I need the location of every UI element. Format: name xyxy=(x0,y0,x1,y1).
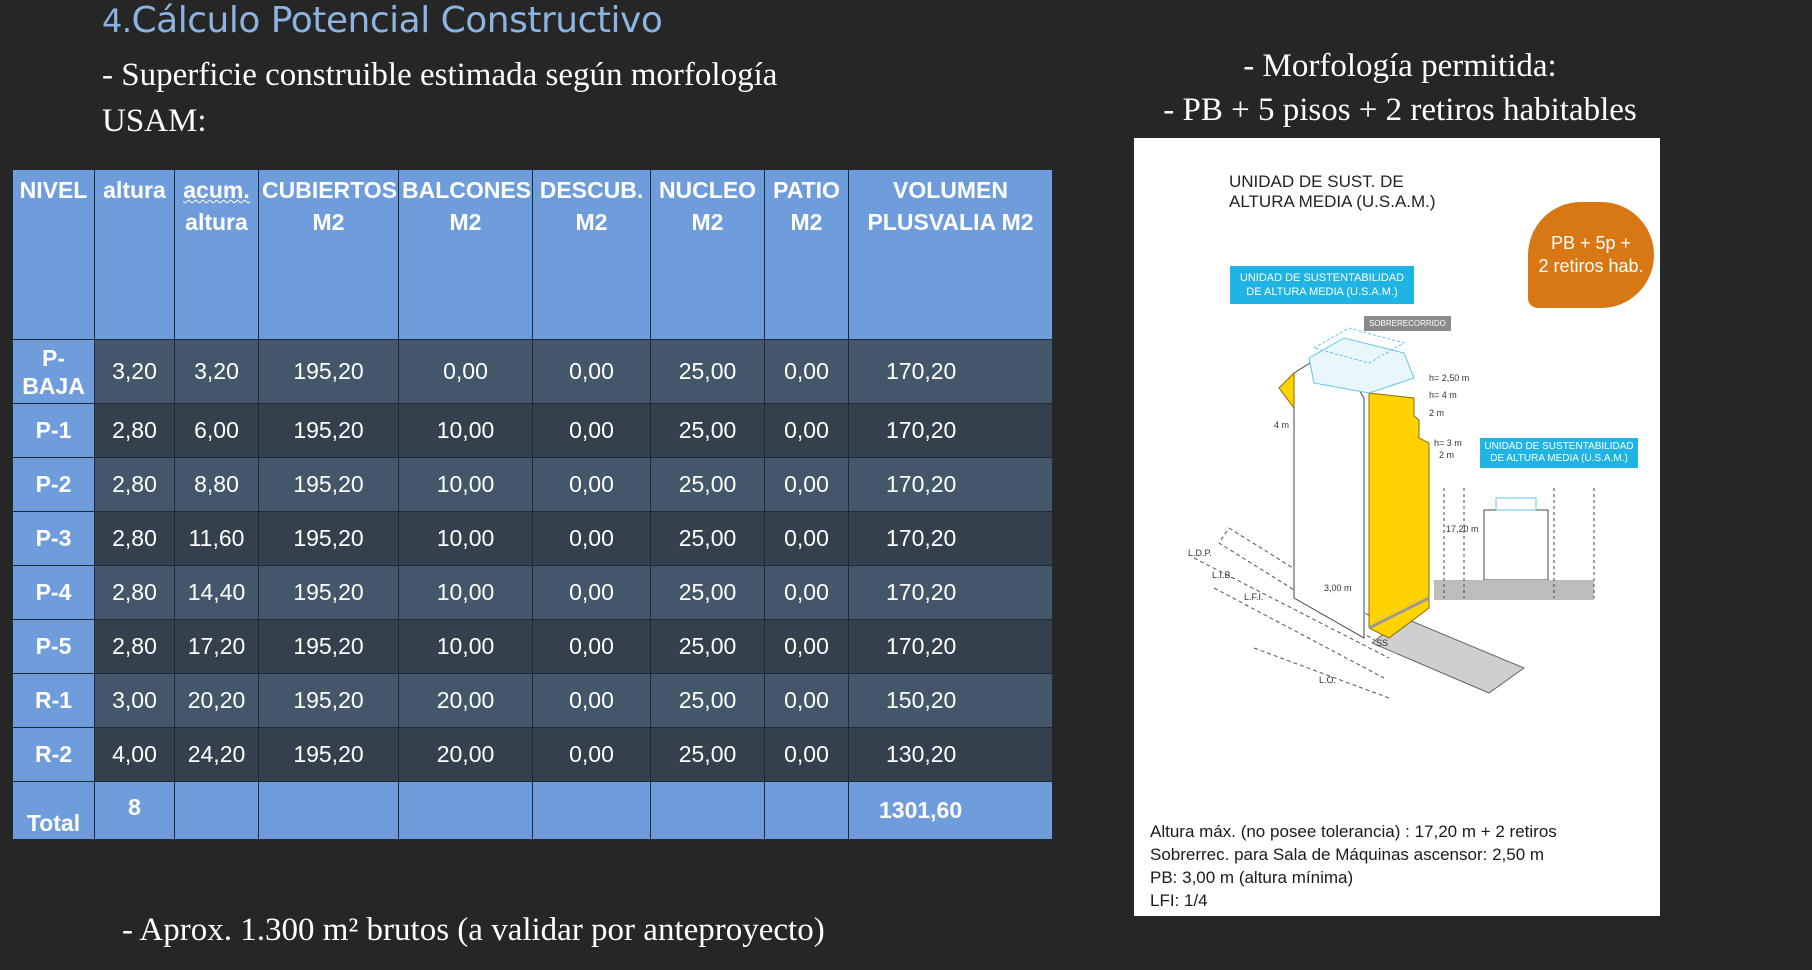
cell-volumen: 170,20 xyxy=(849,620,1053,674)
total-empty-cell xyxy=(765,782,849,840)
cell-balcones: 20,00 xyxy=(399,674,533,728)
cell-acum: 24,20 xyxy=(175,728,259,782)
sobrerecorrido-tag: SOBRERECORRIDO xyxy=(1364,316,1451,331)
cell-acum: 6,00 xyxy=(175,404,259,458)
dim-2m-a: 2 m xyxy=(1429,408,1445,418)
header-acum xyxy=(175,170,259,340)
total-volumen: 1301,60 xyxy=(849,782,1053,840)
header-cubiertos: CUBIERTOS M2 xyxy=(259,170,399,340)
cell-cubiertos: 195,20 xyxy=(259,728,399,782)
cell-altura: 2,80 xyxy=(95,404,175,458)
section-title-text: Cálculo Potencial Constructivo xyxy=(131,0,663,41)
cell-descub: 0,00 xyxy=(533,340,651,404)
rooftop-box xyxy=(1309,338,1414,393)
total-empty-cell xyxy=(175,782,259,840)
cell-nivel: R-1 xyxy=(13,674,95,728)
potential-table xyxy=(12,169,1053,840)
cell-nivel: P-4 xyxy=(13,566,95,620)
total-label: Total xyxy=(13,782,95,840)
table-row xyxy=(13,728,1053,782)
bottom-note: - Aprox. 1.300 m² brutos (a validar por anteproyecto) xyxy=(122,912,825,948)
cell-altura: 2,80 xyxy=(95,620,175,674)
header-nucleo: NUCLEO M2 xyxy=(651,170,765,340)
cell-descub: 0,00 xyxy=(533,404,651,458)
cell-acum: 8,80 xyxy=(175,458,259,512)
note-line: Sobrerrec. para Sala de Máquinas ascensor: 2,50 m xyxy=(1150,845,1545,864)
dim-h250: h= 2,50 m xyxy=(1429,373,1470,383)
bubble-line1: PB + 5p + xyxy=(1550,233,1632,253)
table-row xyxy=(13,340,1053,404)
total-empty-cell xyxy=(259,782,399,840)
label-lfi: L.F.I. xyxy=(1244,592,1264,602)
usam-tag-side-line1: UNIDAD DE SUSTENTABILIDAD xyxy=(1484,441,1634,452)
note-line: LFI: 1/4 xyxy=(1150,891,1208,910)
cell-acum: 3,20 xyxy=(175,340,259,404)
dim-h4: h= 4 m xyxy=(1429,390,1457,400)
usam-diagram xyxy=(1134,138,1660,916)
usam-tag-main-line1: UNIDAD DE SUSTENTABILIDAD xyxy=(1239,272,1405,284)
total-empty-cell xyxy=(651,782,765,840)
header-altura: altura xyxy=(95,170,175,340)
header-acum-line1: acum. xyxy=(183,177,250,203)
table-row xyxy=(13,512,1053,566)
cell-patio: 0,00 xyxy=(765,458,849,512)
cell-patio: 0,00 xyxy=(765,620,849,674)
cell-volumen: 130,20 xyxy=(849,728,1053,782)
cell-patio: 0,00 xyxy=(765,512,849,566)
table-container xyxy=(12,169,1034,846)
cell-patio: 0,00 xyxy=(765,728,849,782)
cell-nivel: P-5 xyxy=(13,620,95,674)
cell-nivel: R-2 xyxy=(13,728,95,782)
label-lo: L.O. xyxy=(1319,675,1337,685)
cell-nivel: P-3 xyxy=(13,512,95,566)
cell-nucleo: 25,00 xyxy=(651,566,765,620)
elevation-top xyxy=(1496,498,1536,510)
section-number: 4. xyxy=(102,2,132,40)
cell-volumen: 170,20 xyxy=(849,340,1053,404)
header-descub: DESCUB. M2 xyxy=(533,170,651,340)
setback-left xyxy=(1279,373,1294,408)
cell-descub: 0,00 xyxy=(533,512,651,566)
table-header-row xyxy=(13,170,1053,340)
dim-300: 3,00 m xyxy=(1324,583,1352,593)
note-line: Altura máx. (no posee tolerancia) : 17,20 m + 2 retiros xyxy=(1150,822,1557,841)
cell-volumen: 170,20 xyxy=(849,512,1053,566)
label-ldp: L.D.P. xyxy=(1188,548,1212,558)
ground-line-lo xyxy=(1254,648,1389,698)
cell-nucleo: 25,00 xyxy=(651,512,765,566)
header-patio: PATIO M2 xyxy=(765,170,849,340)
dim-2m-b: 2 m xyxy=(1439,450,1455,460)
dim-ss: SS xyxy=(1376,638,1389,648)
note-line: PB: 3,00 m (altura mínima) xyxy=(1150,868,1354,887)
total-count: 8 xyxy=(95,782,175,840)
cell-patio: 0,00 xyxy=(765,340,849,404)
diagram-title-line1: UNIDAD DE SUST. DE xyxy=(1229,172,1404,191)
cell-nucleo: 25,00 xyxy=(651,404,765,458)
cell-descub: 0,00 xyxy=(533,620,651,674)
morphology-heading-line1: - Morfología permitida: xyxy=(1243,48,1557,84)
cell-descub: 0,00 xyxy=(533,566,651,620)
cell-patio: 0,00 xyxy=(765,674,849,728)
cell-nucleo: 25,00 xyxy=(651,674,765,728)
cell-nucleo: 25,00 xyxy=(651,620,765,674)
cell-descub: 0,00 xyxy=(533,458,651,512)
cell-acum: 11,60 xyxy=(175,512,259,566)
header-volumen: VOLUMEN PLUSVALIA M2 xyxy=(849,170,1053,340)
cell-cubiertos: 195,20 xyxy=(259,566,399,620)
cell-descub: 0,00 xyxy=(533,728,651,782)
section-title xyxy=(102,0,662,41)
tower-side-face xyxy=(1294,348,1364,638)
cell-acum: 14,40 xyxy=(175,566,259,620)
cell-cubiertos: 195,20 xyxy=(259,458,399,512)
elevation-body xyxy=(1484,510,1548,580)
cell-volumen: 150,20 xyxy=(849,674,1053,728)
subtitle: - Superficie construible estimada según morfología USAM: xyxy=(102,57,778,139)
cell-acum: 20,20 xyxy=(175,674,259,728)
morphology-heading-line2: - PB + 5 pisos + 2 retiros habitables xyxy=(1163,92,1637,128)
header-nivel: NIVEL xyxy=(13,170,95,340)
elevation-ground xyxy=(1434,580,1594,600)
table-row xyxy=(13,458,1053,512)
cell-nucleo: 25,00 xyxy=(651,340,765,404)
cell-altura: 2,80 xyxy=(95,512,175,566)
header-balcones: BALCONES M2 xyxy=(399,170,533,340)
cell-descub: 0,00 xyxy=(533,674,651,728)
cell-nucleo: 25,00 xyxy=(651,458,765,512)
cell-balcones: 10,00 xyxy=(399,620,533,674)
cell-nivel: P-1 xyxy=(13,404,95,458)
morphology-heading xyxy=(1120,44,1680,132)
diagram-notes xyxy=(1150,820,1557,912)
cell-altura: 4,00 xyxy=(95,728,175,782)
cell-nivel: P-BAJA xyxy=(13,340,95,404)
cell-cubiertos: 195,20 xyxy=(259,340,399,404)
cell-balcones: 20,00 xyxy=(399,728,533,782)
label-lib: L.I.B. xyxy=(1212,570,1234,580)
total-empty-cell xyxy=(533,782,651,840)
usam-tag-main-line2: DE ALTURA MEDIA (U.S.A.M.) xyxy=(1246,286,1398,298)
total-empty-cell xyxy=(399,782,533,840)
cell-altura: 2,80 xyxy=(95,566,175,620)
cell-cubiertos: 195,20 xyxy=(259,674,399,728)
cell-patio: 0,00 xyxy=(765,566,849,620)
table-row xyxy=(13,674,1053,728)
cell-patio: 0,00 xyxy=(765,404,849,458)
cell-nivel: P-2 xyxy=(13,458,95,512)
cell-balcones: 10,00 xyxy=(399,566,533,620)
cell-volumen: 170,20 xyxy=(849,404,1053,458)
table-row xyxy=(13,620,1053,674)
building-illustration xyxy=(1134,138,1660,818)
cell-altura: 3,00 xyxy=(95,674,175,728)
cell-acum: 17,20 xyxy=(175,620,259,674)
cell-cubiertos: 195,20 xyxy=(259,620,399,674)
usam-tag-side-line2: DE ALTURA MEDIA (U.S.A.M.) xyxy=(1490,453,1628,464)
dim-h3: h= 3 m xyxy=(1434,438,1462,448)
dim-1720: 17,20 m xyxy=(1446,524,1479,534)
header-acum-line2: altura xyxy=(185,209,248,235)
cell-volumen: 170,20 xyxy=(849,566,1053,620)
cell-cubiertos: 195,20 xyxy=(259,512,399,566)
dim-4m: 4 m xyxy=(1274,420,1290,430)
cell-volumen: 170,20 xyxy=(849,458,1053,512)
table-row xyxy=(13,404,1053,458)
table-row xyxy=(13,566,1053,620)
cell-altura: 2,80 xyxy=(95,458,175,512)
total-row xyxy=(13,782,1053,840)
cell-balcones: 10,00 xyxy=(399,404,533,458)
cell-balcones: 10,00 xyxy=(399,458,533,512)
cell-cubiertos: 195,20 xyxy=(259,404,399,458)
table-body xyxy=(13,340,1053,782)
bubble-line2: 2 retiros hab. xyxy=(1538,256,1644,276)
cell-balcones: 10,00 xyxy=(399,512,533,566)
diagram-title-line2: ALTURA MEDIA (U.S.A.M.) xyxy=(1229,192,1436,211)
cell-balcones: 0,00 xyxy=(399,340,533,404)
cell-altura: 3,20 xyxy=(95,340,175,404)
cell-nucleo: 25,00 xyxy=(651,728,765,782)
